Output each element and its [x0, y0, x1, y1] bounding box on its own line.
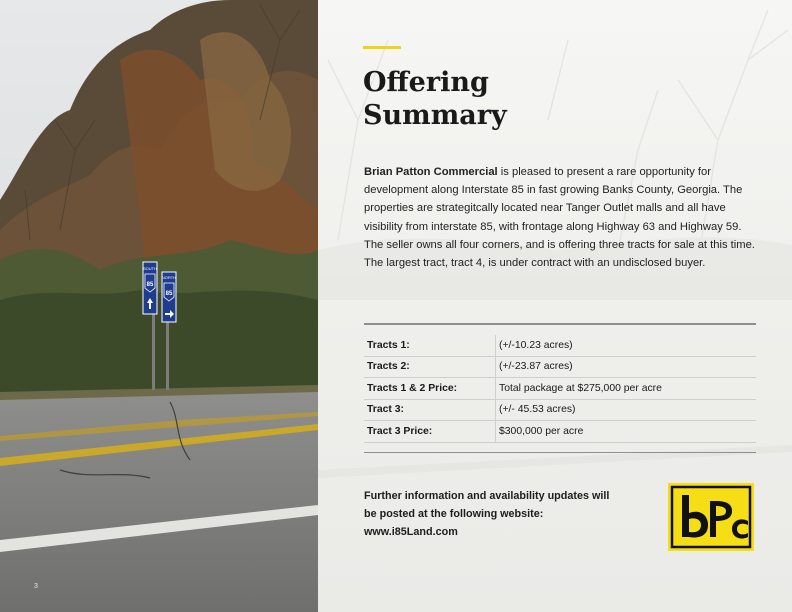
page-number: 3 — [34, 583, 38, 590]
page-title — [363, 66, 663, 132]
accent-bar — [363, 46, 401, 49]
tract-value: (+/-23.87 acres) — [499, 361, 573, 373]
footer-line-1: Further information and availability updates will — [364, 490, 610, 502]
tract-label: Tracts 1 & 2 Price: — [364, 378, 496, 399]
sign-north-route: 85 — [165, 291, 173, 297]
south-sign — [143, 262, 157, 314]
table-row — [364, 357, 756, 379]
sign-south-route: 85 — [146, 282, 154, 288]
table-row — [364, 378, 756, 400]
intro-text: is pleased to present a rare opportunity for development along Interstate 85 in fast growing Banks County, Georgia. The properties are strategitcally located near Tanger Outlet malls and all have visibility from interstate 85, with frontage along Highway 63 and Highway 59. The seller owns all four corners, and is offering three tracts for sale at this time. The largest tract, tract 4, is under contract with an undisclosed buyer. — [364, 166, 755, 270]
table-row — [364, 421, 756, 443]
tract-label: Tract 3 Price: — [364, 421, 496, 442]
intro-paragraph — [364, 163, 756, 272]
footer-line-2: be posted at the following website: — [364, 508, 544, 520]
tract-label: Tracts 2: — [364, 357, 496, 378]
north-sign — [162, 272, 176, 322]
sign-south-label: SOUTH — [143, 266, 157, 271]
tract-label: Tract 3: — [364, 400, 496, 421]
tract-label: Tracts 1: — [364, 335, 496, 356]
title-line-1: Offering — [363, 67, 489, 98]
website-link[interactable]: www.i85Land.com — [364, 526, 458, 538]
cover-photo — [0, 0, 318, 612]
summary-panel — [318, 0, 792, 612]
table-bottom-rule — [364, 452, 756, 453]
table-row — [364, 400, 756, 422]
tracts-table — [364, 323, 756, 453]
table-top-rule — [364, 323, 756, 325]
tract-value: (+/-10.23 acres) — [499, 339, 573, 351]
company-name: Brian Patton Commercial — [364, 166, 498, 178]
info-footer — [364, 487, 654, 541]
bpc-logo — [668, 483, 754, 551]
sign-north-label: NORTH — [161, 275, 177, 280]
tract-value: $300,000 per acre — [499, 425, 584, 437]
highway-signs — [0, 0, 318, 612]
title-line-2: Summary — [363, 100, 507, 131]
tract-value: (+/- 45.53 acres) — [499, 404, 576, 416]
tract-value: Total package at $275,000 per acre — [499, 382, 662, 394]
table-row — [364, 335, 756, 357]
